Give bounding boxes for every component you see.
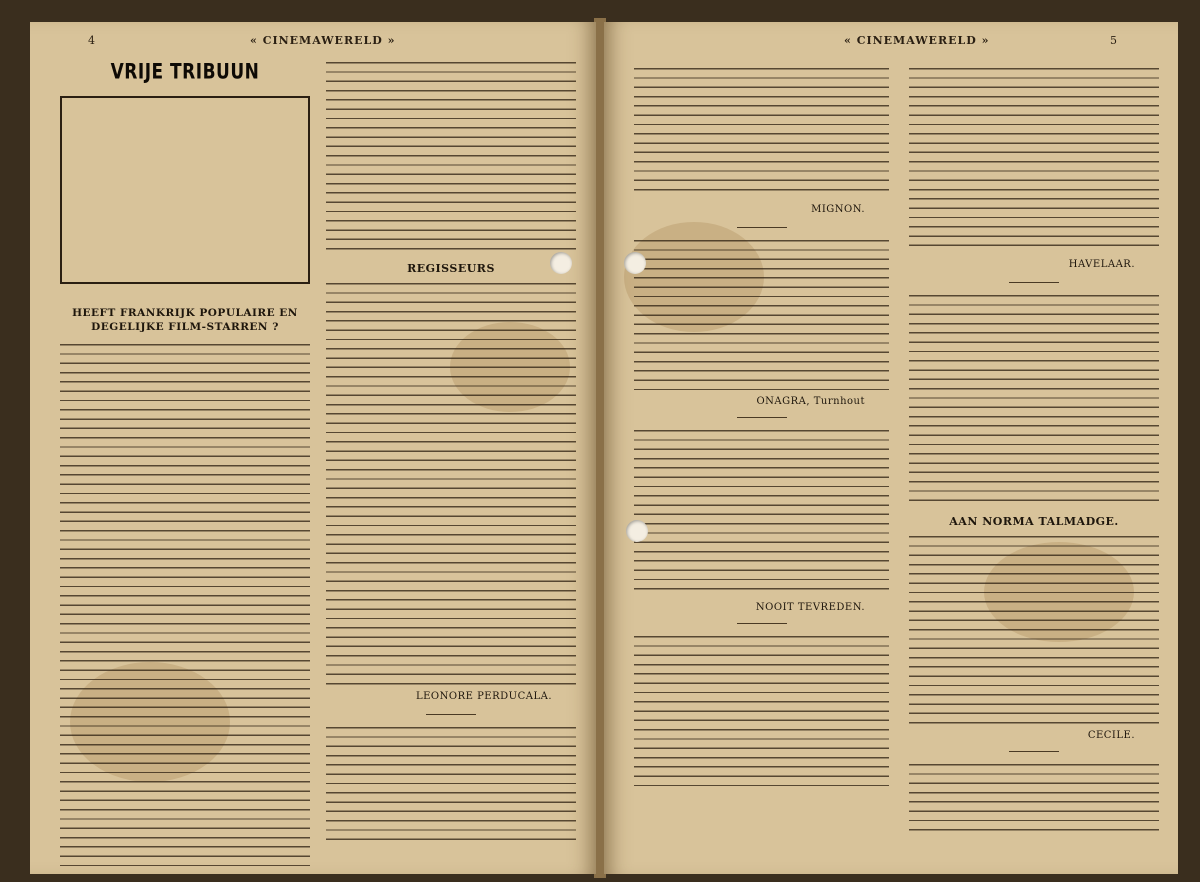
- page-number: 5: [1110, 34, 1117, 47]
- letter-signature: ONAGRA, Turnhout: [756, 396, 865, 407]
- letter-signature: NOOIT TEVREDEN.: [755, 602, 865, 613]
- letter-body: [634, 68, 889, 198]
- punch-hole: [624, 252, 646, 274]
- right-page: [604, 22, 1178, 874]
- column-2: [326, 62, 576, 843]
- section-title: REGISSEURS: [407, 262, 495, 275]
- letter-signature: CECILE.: [1087, 730, 1135, 741]
- punch-hole: [626, 520, 648, 542]
- letter-body: [909, 536, 1159, 726]
- letter-signature: MIGNON.: [811, 204, 865, 215]
- letter-body: [909, 68, 1159, 253]
- letter-body: [634, 240, 889, 390]
- letter-body: [634, 430, 889, 596]
- letter-body: [909, 295, 1159, 505]
- author-signature: LEONORE PERDUCALA.: [415, 691, 552, 702]
- punch-hole: [550, 252, 572, 274]
- letter-body: [634, 636, 889, 786]
- running-head: « CINEMAWERELD »: [844, 34, 990, 47]
- column-1: [60, 59, 310, 874]
- article-body: [326, 283, 576, 687]
- left-page: [30, 22, 596, 874]
- article-body: [60, 344, 310, 874]
- masthead-title: VRIJE TRIBUUN: [110, 59, 260, 85]
- running-head: « CINEMAWERELD »: [250, 34, 396, 47]
- section-title: AAN NORMA TALMADGE.: [949, 515, 1119, 528]
- column-3: [634, 68, 889, 786]
- article-body-continued: [326, 62, 576, 252]
- page-number: 4: [88, 34, 95, 47]
- letter-signature: HAVELAAR.: [1068, 259, 1135, 270]
- intro-box: [60, 96, 310, 284]
- article-body: [326, 727, 576, 843]
- column-4: [909, 68, 1159, 834]
- article-title: HEEFT FRANKRIJK POPULAIRE EN DEGELIJKE FILM-STARREN ?: [72, 307, 298, 334]
- article-body: [909, 764, 1159, 834]
